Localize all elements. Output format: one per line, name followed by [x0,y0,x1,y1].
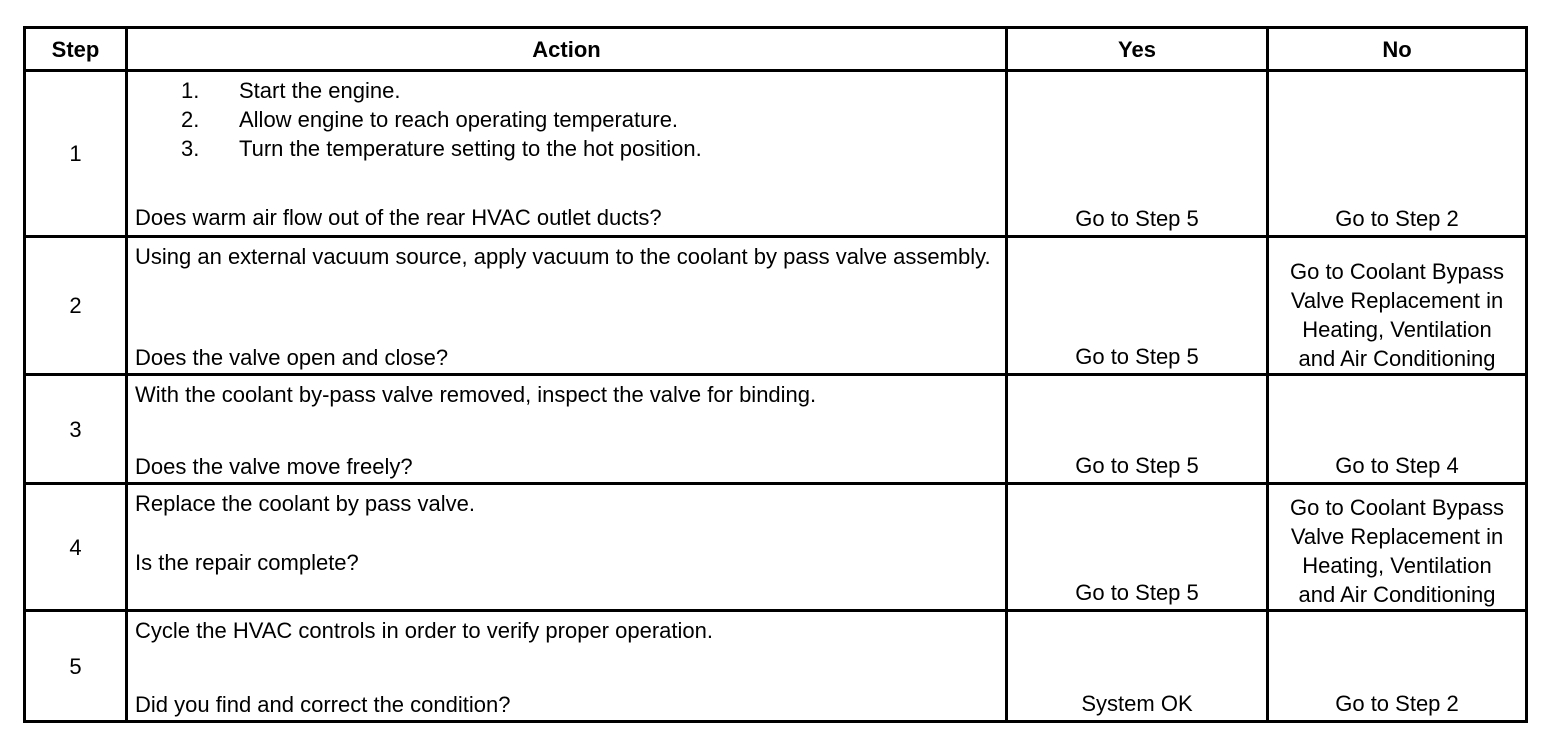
diagnostic-table [23,26,1528,723]
yes-result: Go to Step 5 [1007,375,1268,484]
no-result [1268,484,1527,611]
table-row [25,484,1527,611]
header-action: Action [127,28,1007,71]
yes-result: Go to Step 5 [1007,71,1268,237]
table-row [25,237,1527,375]
yes-result: Go to Step 5 [1007,484,1268,611]
action-cell [127,484,1007,611]
no-result: Go to Step 2 [1268,611,1527,722]
no-result-line: Go to Coolant Bypass [1289,259,1504,284]
table-header-row [25,28,1527,71]
no-result-line: Heating, Ventilation [1302,553,1492,578]
list-item-number: 1. [181,78,200,103]
no-result-line: Go to Coolant Bypass [1289,495,1504,520]
action-question: Does warm air flow out of the rear HVAC outlet ducts? [135,205,662,230]
step-number: 2 [25,237,127,375]
action-list [135,76,999,163]
list-item [135,105,999,134]
no-result-line: Valve Replacement in [1290,524,1504,549]
header-no: No [1268,28,1527,71]
no-result-line: Heating, Ventilation [1302,317,1492,342]
action-cell [127,71,1007,237]
action-question: Does the valve open and close? [135,345,449,370]
header-yes: Yes [1007,28,1268,71]
action-cell [127,611,1007,722]
list-item-number: 2. [181,107,200,132]
no-result-line: and Air Conditioning [1298,582,1496,607]
no-result [1268,237,1527,375]
list-item [135,76,999,105]
no-result: Go to Step 4 [1268,375,1527,484]
no-result-line: Valve Replacement in [1290,288,1504,313]
no-result: Go to Step 2 [1268,71,1527,237]
action-instruction: Using an external vacuum source, apply vacuum to the coolant by pass valve assembly. [135,244,991,269]
step-number: 1 [25,71,127,237]
list-item-number: 3. [181,136,200,161]
step-number: 5 [25,611,127,722]
action-instruction: Cycle the HVAC controls in order to verify proper operation. [135,618,713,643]
action-instruction: Replace the coolant by pass valve. [135,491,475,516]
yes-result: Go to Step 5 [1007,237,1268,375]
action-cell [127,237,1007,375]
action-question: Does the valve move freely? [135,454,413,479]
list-item-text: Allow engine to reach operating temperature. [239,107,679,132]
table-row [25,375,1527,484]
list-item [135,134,999,163]
list-item-text: Start the engine. [239,78,401,103]
list-item-text: Turn the temperature setting to the hot position. [239,136,702,161]
action-question: Did you find and correct the condition? [135,692,511,717]
yes-result: System OK [1007,611,1268,722]
header-step: Step [25,28,127,71]
step-number: 3 [25,375,127,484]
no-result-line: and Air Conditioning [1298,346,1496,371]
action-question: Is the repair complete? [135,550,359,575]
table-row [25,71,1527,237]
step-number: 4 [25,484,127,611]
action-instruction: With the coolant by-pass valve removed, inspect the valve for binding. [135,382,817,407]
table-row [25,611,1527,722]
action-cell [127,375,1007,484]
